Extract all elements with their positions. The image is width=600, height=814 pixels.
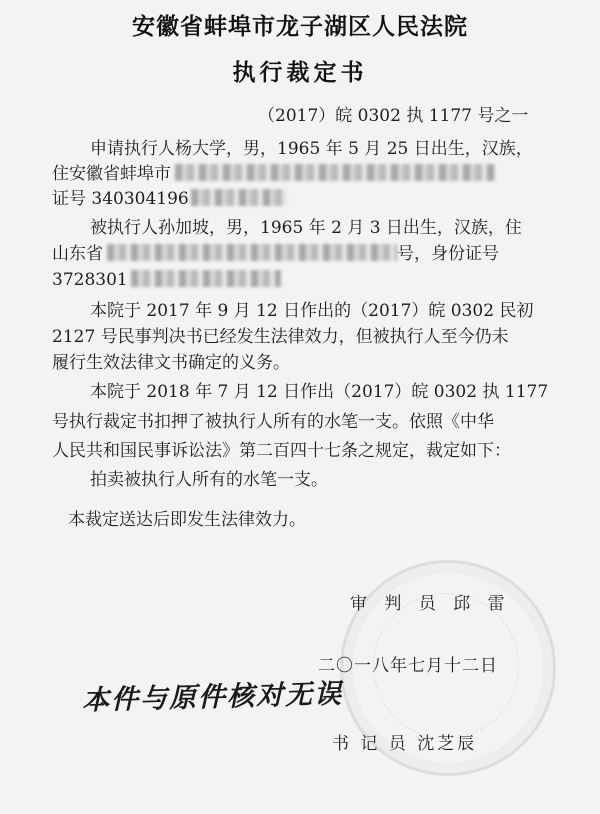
applicant-id-start: 证号 340304196 bbox=[52, 189, 189, 209]
clerk-signature: 书 记 员 沈芝辰 bbox=[332, 734, 478, 754]
applicant-line-3 bbox=[52, 187, 287, 211]
respondent-line-3 bbox=[52, 268, 281, 292]
court-name: 安徽省蚌埠市龙子湖区人民法院 bbox=[132, 14, 468, 40]
redacted-id bbox=[191, 189, 287, 206]
ruling-date: 二〇一八年七月十二日 bbox=[318, 656, 498, 676]
respondent-id-start: 3728301 bbox=[52, 270, 128, 290]
respondent-line-2 bbox=[52, 242, 499, 266]
paragraph-1-line-3: 履行生效法律文书确定的义务。 bbox=[52, 353, 290, 373]
applicant-line-2 bbox=[52, 162, 495, 186]
applicant-line-1: 申请执行人杨大学，男，1965 年 5 月 25 日出生，汉族， bbox=[90, 139, 533, 159]
respondent-line-1: 被执行人孙加坡，男，1965 年 2 月 3 日出生，汉族，住 bbox=[90, 218, 522, 238]
paragraph-2-line-3: 人民共和国民事诉讼法》第二百四十七条之规定，裁定如下： bbox=[52, 441, 511, 461]
respondent-address-start: 山东省 bbox=[52, 244, 103, 264]
redacted-id bbox=[131, 270, 281, 287]
verification-stamp: 本件与原件核对无误 bbox=[81, 678, 344, 717]
document-title: 执行裁定书 bbox=[232, 60, 368, 86]
effect-statement: 本裁定送达后即发生法律效力。 bbox=[68, 510, 306, 530]
paragraph-2-line-1: 本院于 2018 年 7 月 12 日作出（2017）皖 0302 执 1177 bbox=[90, 382, 549, 402]
paragraph-1-line-1: 本院于 2017 年 9 月 12 日作出的（2017）皖 0302 民初 bbox=[90, 301, 534, 321]
applicant-address-start: 住安徽省蚌埠市 bbox=[52, 164, 171, 184]
paragraph-1-line-2: 2127 号民事判决书已经发生法律效力，但被执行人至今仍未 bbox=[52, 327, 509, 347]
redacted-address bbox=[107, 244, 397, 261]
paragraph-2-line-2: 号执行裁定书扣押了被执行人所有的水笔一支。依照《中华 bbox=[52, 412, 494, 432]
ruling-text: 拍卖被执行人所有的水笔一支。 bbox=[90, 470, 328, 490]
redacted-address bbox=[175, 164, 495, 181]
case-number: （2017）皖 0302 执 1177 号之一 bbox=[258, 106, 529, 126]
respondent-address-end: 号，身份证号 bbox=[397, 244, 499, 264]
judge-signature: 审 判 员 邱 雷 bbox=[350, 594, 511, 614]
